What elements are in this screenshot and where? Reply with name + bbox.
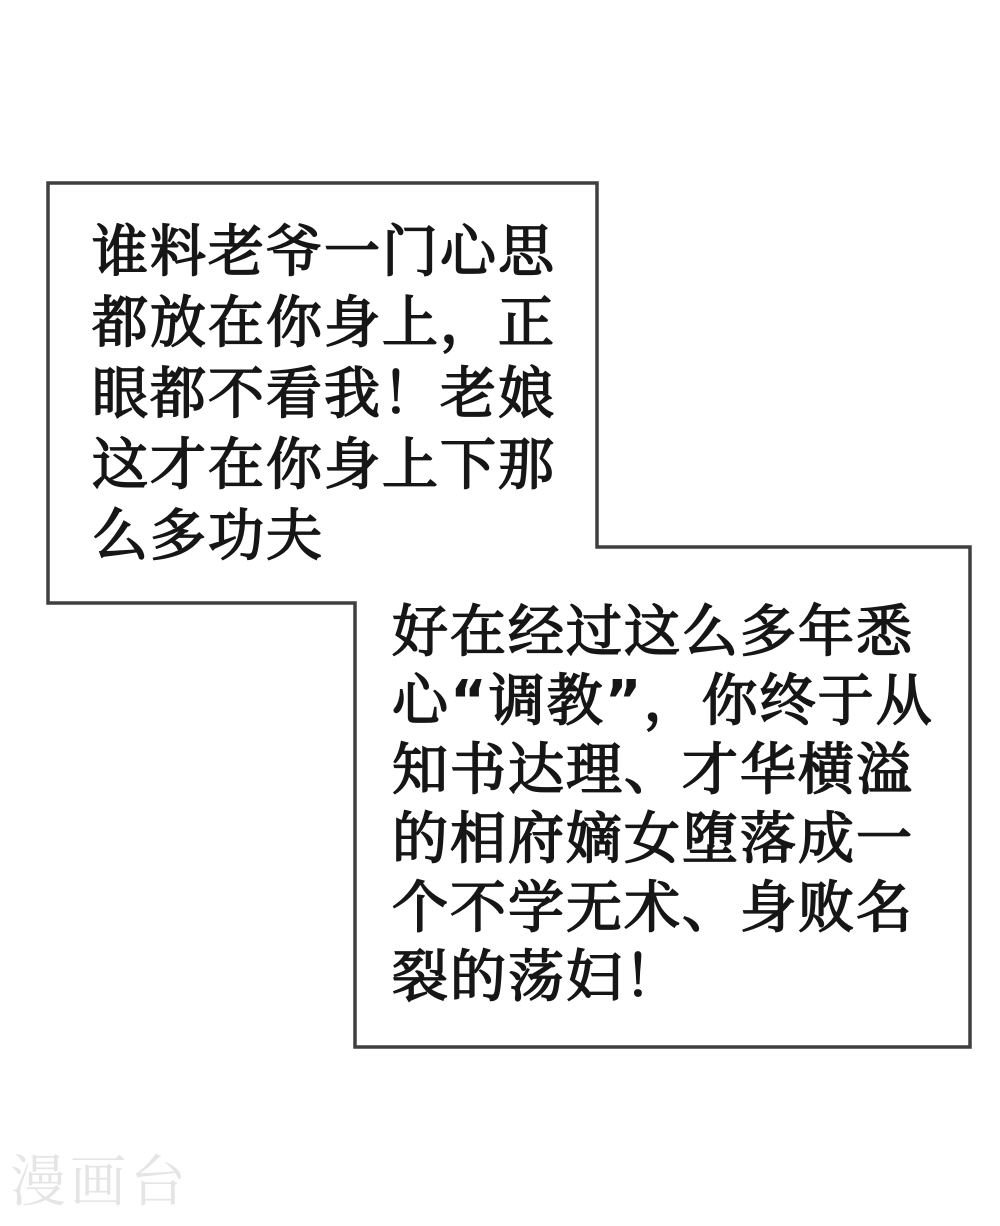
platform-watermark: 漫画台 <box>10 1150 190 1215</box>
speech-line: 这才在你身上下那 <box>92 433 556 498</box>
speech-line: 个不学无术、身败名 <box>392 876 914 941</box>
speech-line: 知书达理、才华横溢 <box>392 738 914 803</box>
speech-line: 都放在你身上，正 <box>92 291 556 356</box>
speech-bubble-1 <box>92 217 556 572</box>
speech-bubble-2 <box>392 598 934 1012</box>
speech-line: 的相府嫡女堕落成一 <box>392 807 914 872</box>
speech-line: 好在经过这么多年悉 <box>392 600 914 665</box>
speech-line: 么多功夫 <box>92 504 324 569</box>
speech-line: 心“调教”，你终于从 <box>392 669 934 734</box>
speech-line: 眼都不看我！老娘 <box>92 362 556 427</box>
speech-line: 谁料老爷一门心思 <box>92 220 556 285</box>
speech-line: 裂的荡妇！ <box>392 945 682 1010</box>
